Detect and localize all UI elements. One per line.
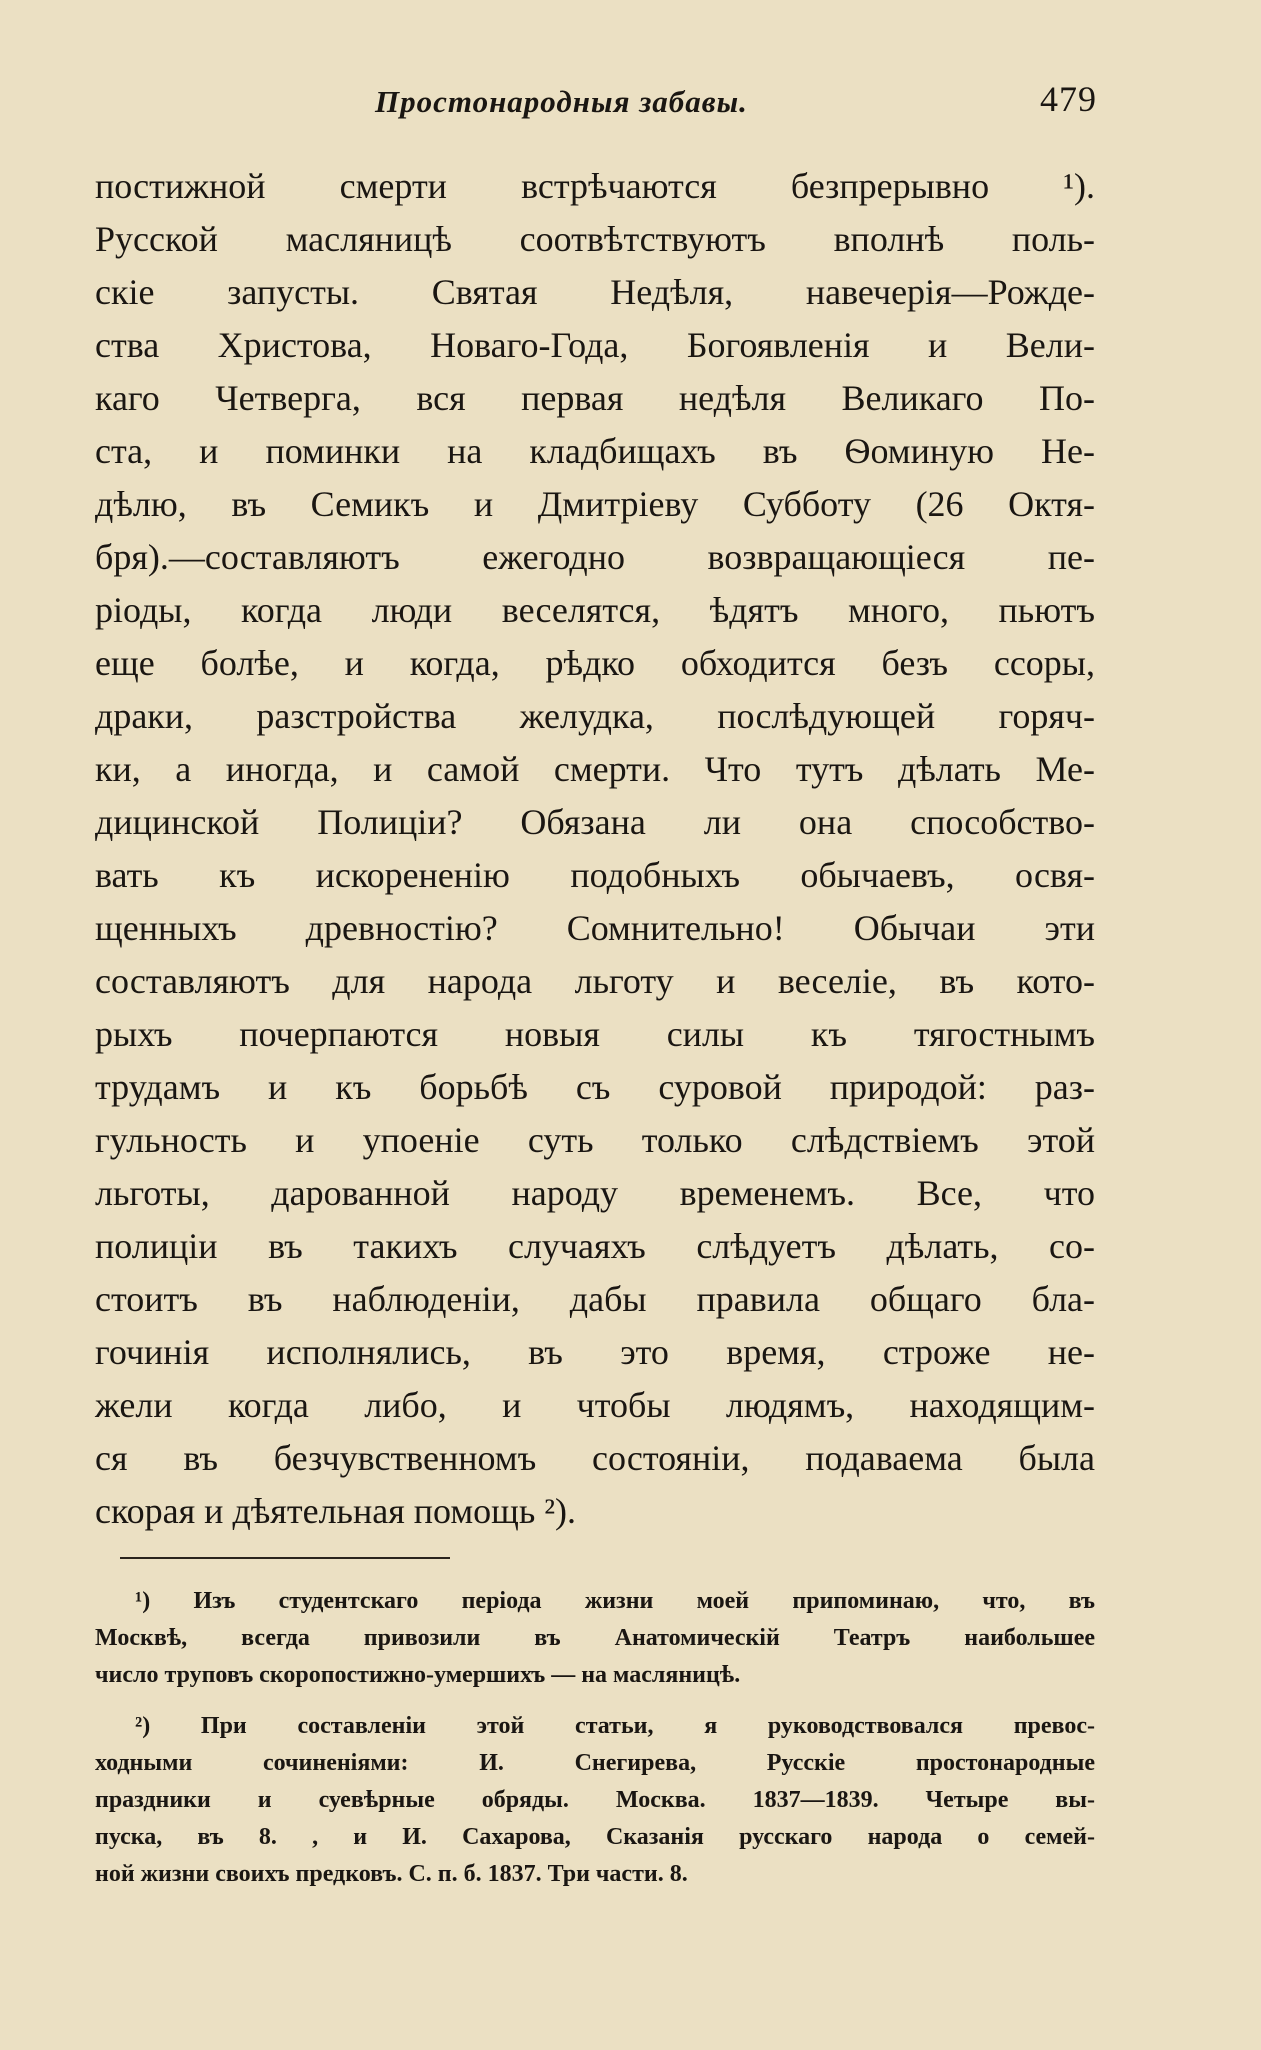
footnote-line: праздники и суевѣрные обряды. Москва. 1837—1839. Четыре вы- [95, 1787, 1095, 1813]
text-line: жели когда либо, и чтобы людямъ, находящим- [95, 1385, 1095, 1425]
footnote-line: ходными сочиненіями: И. Снегирева, Русскіе простонародные [95, 1750, 1095, 1776]
footnotes [95, 1583, 1095, 1893]
text-line: ства Христова, Новаго-Года, Богоявленія и Вели- [95, 325, 1095, 365]
footnote-2 [95, 1708, 1095, 1893]
footnote-line: пуска, въ 8. , и И. Сахарова, Сказанія русскаго народа о семей- [95, 1824, 1095, 1850]
page-header [0, 78, 1261, 128]
footnote-line: ²) При составленіи этой статьи, я руководствовался превос- [135, 1713, 1095, 1739]
page-number: 479 [1040, 79, 1097, 119]
footnote-line: ной жизни своихъ предковъ. С. п. б. 1837. Три части. 8. [95, 1861, 688, 1887]
running-title: Простонародныя забавы. [375, 84, 748, 119]
text-line: дѣлю, въ Семикъ и Дмитріеву Субботу (26 Октя- [95, 484, 1095, 524]
text-line: скіе запусты. Святая Недѣля, навечерія—Рожде- [95, 272, 1095, 312]
text-line: трудамъ и къ борьбѣ съ суровой природой: раз- [95, 1067, 1095, 1107]
text-line: стоитъ въ наблюденіи, дабы правила общаго бла- [95, 1279, 1095, 1319]
text-line: бря).—составляютъ ежегодно возвращающіеся пе- [95, 537, 1095, 577]
text-line: гульность и упоеніе суть только слѣдствіемъ этой [95, 1120, 1095, 1160]
footnote-line: Москвѣ, всегда привозили въ Анатомическій Театръ наибольшее [95, 1625, 1095, 1651]
text-line: вать къ искорененію подобныхъ обычаевъ, освя- [95, 855, 1095, 895]
text-line: ріоды, когда люди веселятся, ѣдятъ много, пьютъ [95, 590, 1095, 630]
text-line: Русской масляницѣ соотвѣтствуютъ вполнѣ поль- [95, 219, 1095, 259]
text-line: дицинской Полиціи? Обязана ли она способство- [95, 802, 1095, 842]
text-line: каго Четверга, вся первая недѣля Великаго По- [95, 378, 1095, 418]
footnote-1 [95, 1583, 1095, 1694]
text-line: полиціи въ такихъ случаяхъ слѣдуетъ дѣлать, со- [95, 1226, 1095, 1266]
text-line: щенныхъ древностію? Сомнительно! Обычаи эти [95, 908, 1095, 948]
text-line: еще болѣе, и когда, рѣдко обходится безъ ссоры, [95, 643, 1095, 683]
text-line: драки, разстройства желудка, послѣдующей горяч- [95, 696, 1095, 736]
text-line: составляютъ для народа льготу и веселіе, въ кото- [95, 961, 1095, 1001]
text-line: постижной смерти встрѣчаются безпрерывно ¹). [95, 166, 1095, 206]
text-line: ся въ безчувственномъ состояніи, подаваема была [95, 1438, 1095, 1478]
text-line: скорая и дѣятельная помощь ²). [95, 1491, 577, 1531]
text-line: гочинія исполнялись, въ это время, строже не- [95, 1332, 1095, 1372]
text-line: рыхъ почерпаются новыя силы къ тягостнымъ [95, 1014, 1095, 1054]
text-line: ста, и поминки на кладбищахъ въ Ѳоминую Не- [95, 431, 1095, 471]
main-text [95, 160, 1095, 1538]
text-line: ки, а иногда, и самой смерти. Что тутъ дѣлать Ме- [95, 749, 1095, 789]
footnote-line: ¹) Изъ студентскаго періода жизни моей припоминаю, что, въ [135, 1588, 1095, 1614]
footnote-separator [120, 1557, 450, 1559]
footnote-line: число труповъ скоропостижно-умершихъ — на масляницѣ. [95, 1662, 741, 1688]
text-line: льготы, дарованной народу временемъ. Все, что [95, 1173, 1095, 1213]
